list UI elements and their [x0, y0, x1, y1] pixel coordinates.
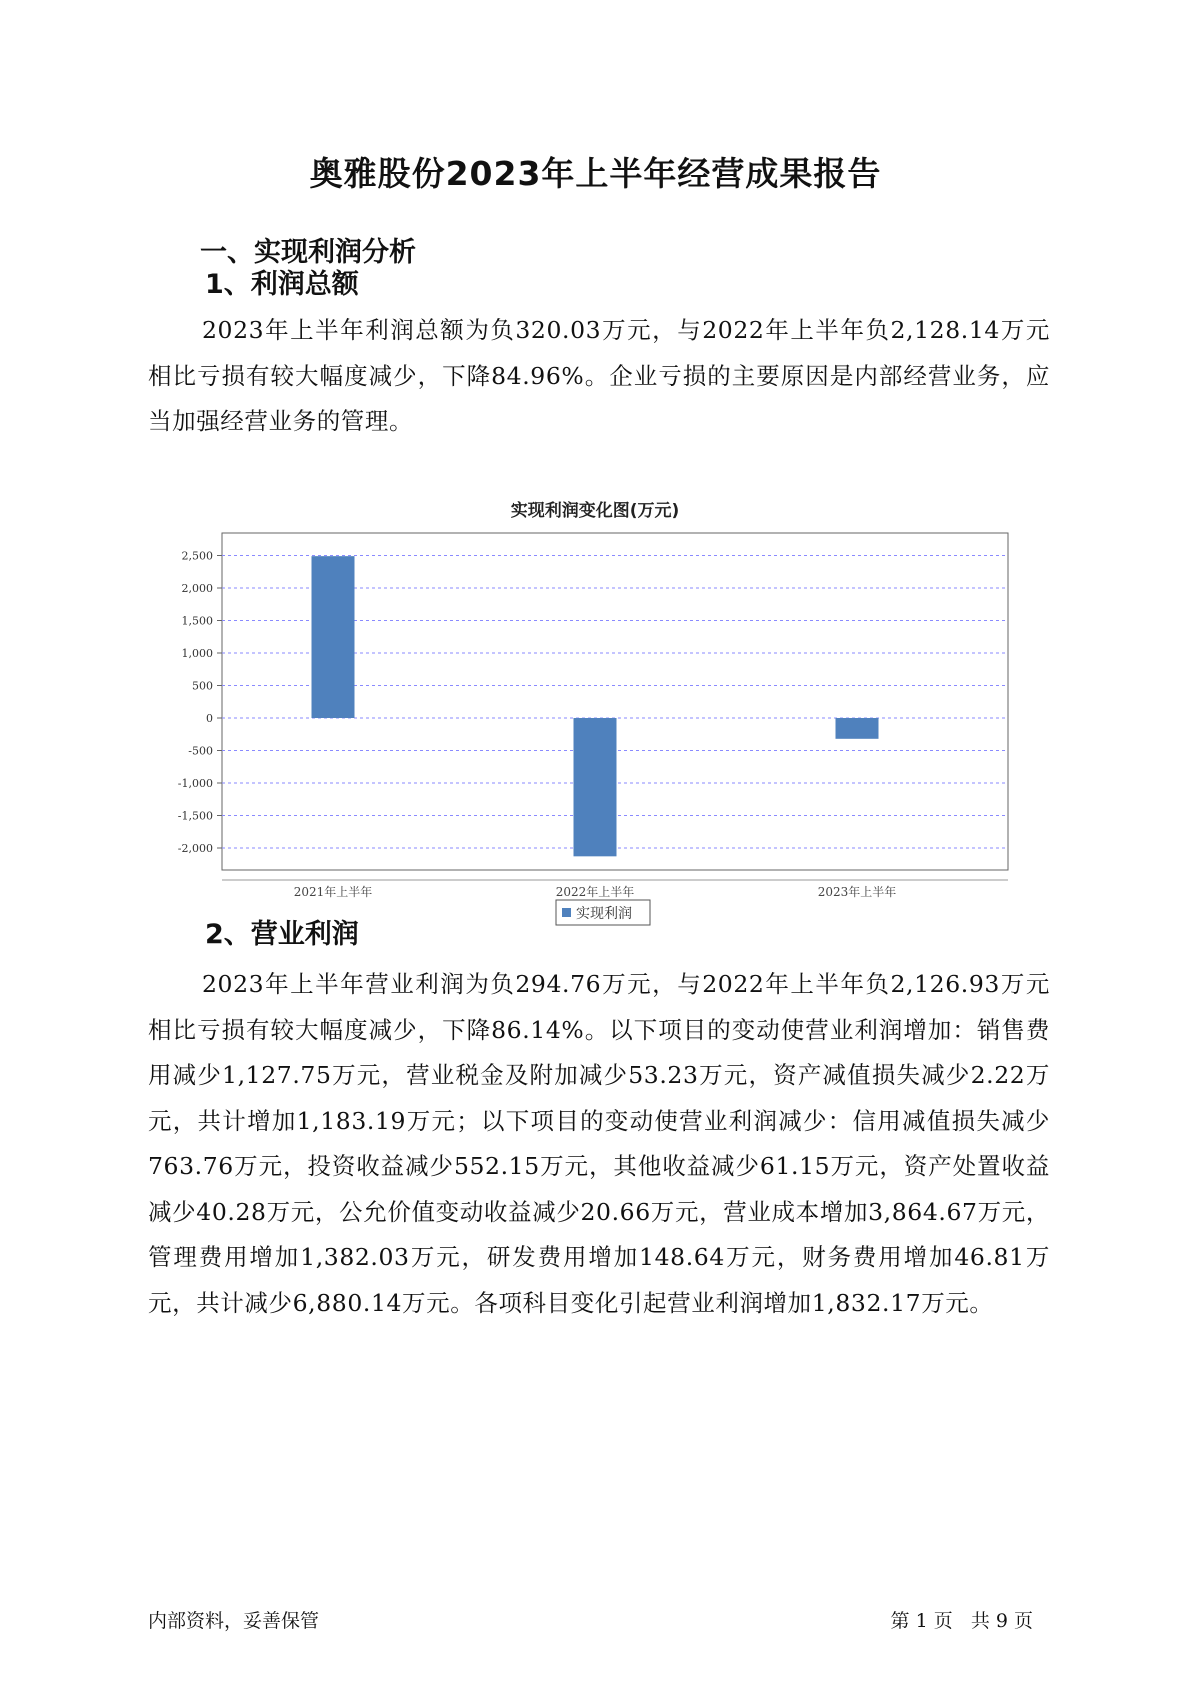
y-tick-label: -500 [188, 744, 213, 758]
subheading-operating-profit: 2、营业利润 [205, 919, 359, 950]
footer-page-number: 第 1 页 共 9 页 [890, 1610, 1033, 1632]
x-tick-label: 2022年上半年 [555, 885, 635, 899]
y-tick-label: 500 [192, 679, 213, 693]
paragraph-total-profit: 2023年上半年利润总额为负320.03万元，与2022年上半年负2,128.14万元相比亏损有较大幅度减少，下降84.96%。企业亏损的主要原因是内部经营业务，应当加强经营业务的管理。 [148, 316, 1050, 435]
y-tick-label: 1,500 [181, 614, 213, 628]
y-tick-label: 2,000 [181, 582, 213, 595]
x-tick-label: 2021年上半年 [293, 885, 373, 899]
document-title: 奥雅股份2023年上半年经营成果报告 [309, 154, 882, 193]
bar-1 [312, 556, 355, 718]
y-tick-label: 0 [206, 712, 213, 725]
bar-3 [836, 718, 879, 739]
y-tick-label: -1,000 [177, 777, 213, 790]
subheading-total-profit: 1、利润总额 [205, 269, 359, 300]
legend-swatch [562, 908, 571, 917]
y-tick-label: 2,500 [181, 549, 213, 563]
y-tick-label: -1,500 [177, 809, 213, 823]
y-tick-label: 1,000 [181, 647, 213, 660]
footer-confidential-note: 内部资料，妥善保管 [148, 1610, 320, 1632]
chart-svg [0, 490, 1191, 960]
y-tick-label: -2,000 [177, 842, 213, 855]
bar-2 [574, 718, 617, 856]
paragraph-operating-profit: 2023年上半年营业利润为负294.76万元，与2022年上半年负2,126.93万元相比亏损有较大幅度减少，下降86.14%。以下项目的变动使营业利润增加：销售费用减少1,127.75万元，营业税金及附加减少53.23万元，资产减值损失减少2.22万元，共计增加1,183.19万元；以下项目的变动使营业利润减少：信用减值损失减少763.76万元，投资收益减少552.15万元，其他收益减少61.15万元，资产处置收益减少40.28万元，公允价值变动收益减少20.66万元，营业成本增加3,864.67万元，管理费用增加1,382.03万元，研发费用增加148.64万元，财务费用增加46.81万元，共计减少6,880.14万元。各项科目变化引起营业利润增加1,832.17万元。 [148, 970, 1050, 1317]
legend-label: 实现利润 [576, 906, 632, 922]
x-tick-label: 2023年上半年 [817, 885, 897, 899]
section-heading-profit-analysis: 一、实现利润分析 [200, 237, 416, 268]
chart-title: 实现利润变化图(万元) [510, 501, 680, 521]
profit-change-chart [0, 490, 1191, 960]
